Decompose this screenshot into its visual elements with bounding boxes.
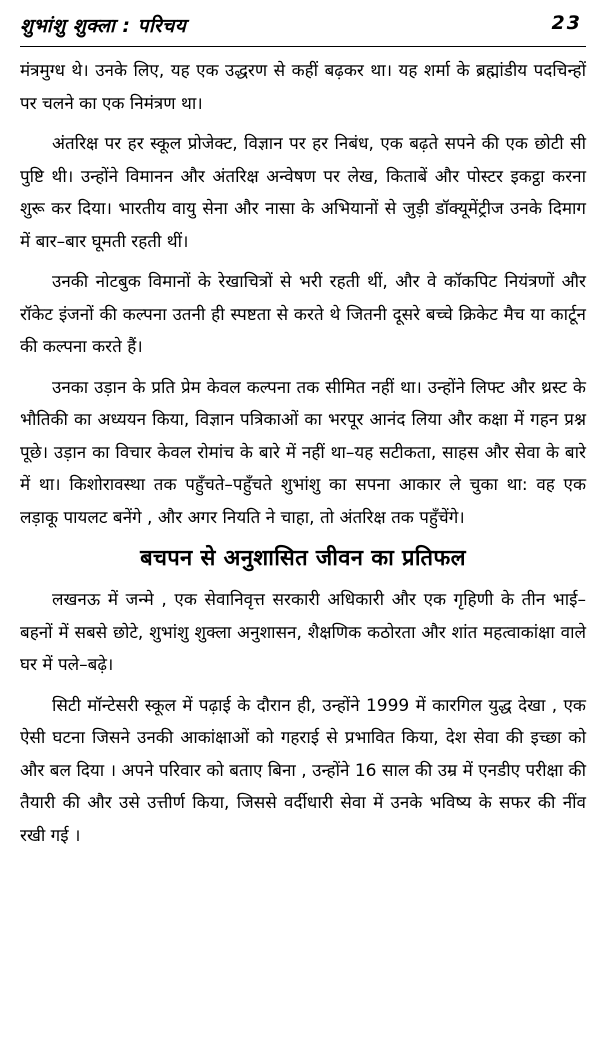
- paragraph: उनकी नोटबुक विमानों के रेखाचित्रों से भरी रहती थीं, और वे कॉकपिट नियंत्रणों और रॉकेट इंजनों की कल्पना उतनी ही स्पष्टता से करते थे जितनी दूसरे बच्चे क्रिकेट मैच या कार्टून की कल्पना करते हैं।: [20, 272, 586, 357]
- running-header: [20, 0, 586, 47]
- paragraph: उनका उड़ान के प्रति प्रेम केवल कल्पना तक सीमित नहीं था। उन्होंने लिफ्ट और थ्रस्ट के भौतिकी का अध्ययन किया, विज्ञान पत्रिकाओं का भरपूर आनंद लिया और कक्षा में गहन प्रश्न पूछे। उड़ान का विचार केवल रोमांच के बारे में नहीं था–यह सटीकता, साहस और सेवा के बारे में था। किशोरावस्था तक पहुँचते–पहुँचते शुभांशु का सपना आकार ले चुका था: वह एक लड़ाकू पायलट बनेंगे , और अगर नियति ने चाहा, तो अंतरिक्ष तक पहुँचेंगे।: [20, 377, 586, 528]
- page-number: 23: [551, 12, 582, 34]
- paragraph: अंतरिक्ष पर हर स्कूल प्रोजेक्ट, विज्ञान पर हर निबंध, एक बढ़ते सपने की एक छोटी सी पुष्टि थी। उन्होंने विमानन और अंतरिक्ष अन्वेषण पर लेख, किताबें और पोस्टर इकट्ठा करना शुरू कर दिया। भारतीय वायु सेना और नासा के अभियानों से जुड़ी डॉक्यूमेंट्रीज उनके दिमाग में बार–बार घूमती रहती थीं।: [20, 134, 586, 252]
- running-title: शुभांशु शुक्ला : परिचय: [20, 15, 187, 37]
- body-text: [20, 55, 586, 852]
- section-heading: बचपन से अनुशासित जीवन का प्रतिफल: [140, 546, 466, 571]
- paragraph: सिटी मॉन्टेसरी स्कूल में पढ़ाई के दौरान ही, उन्होंने 1999 में कारगिल युद्ध देखा , एक ऐसी घटना जिसने उनकी आकांक्षाओं को गहराई से प्रभावित किया, देश सेवा की इच्छा को और बल दिया । अपने परिवार को बताए बिना , उन्होंने 16 साल की उम्र में एनडीए परीक्षा की तैयारी की और उसे उत्तीर्ण किया, जिससे वर्दीधारी सेवा में उनके भविष्य के सफर की नींव रखी गई ।: [20, 695, 586, 846]
- paragraph-continued: मंत्रमुग्ध थे। उनके लिए, यह एक उद्धरण से कहीं बढ़कर था। यह शर्मा के ब्रह्मांडीय पदचिन्हों पर चलने का एक निमंत्रण था।: [20, 61, 586, 114]
- paragraph: लखनऊ में जन्मे , एक सेवानिवृत्त सरकारी अधिकारी और एक गृहिणी के तीन भाई–बहनों में सबसे छोटे, शुभांशु शुक्ला अनुशासन, शैक्षणिक कठोरता और शांत महत्वाकांक्षा वाले घर में पले–बढ़े।: [20, 590, 586, 675]
